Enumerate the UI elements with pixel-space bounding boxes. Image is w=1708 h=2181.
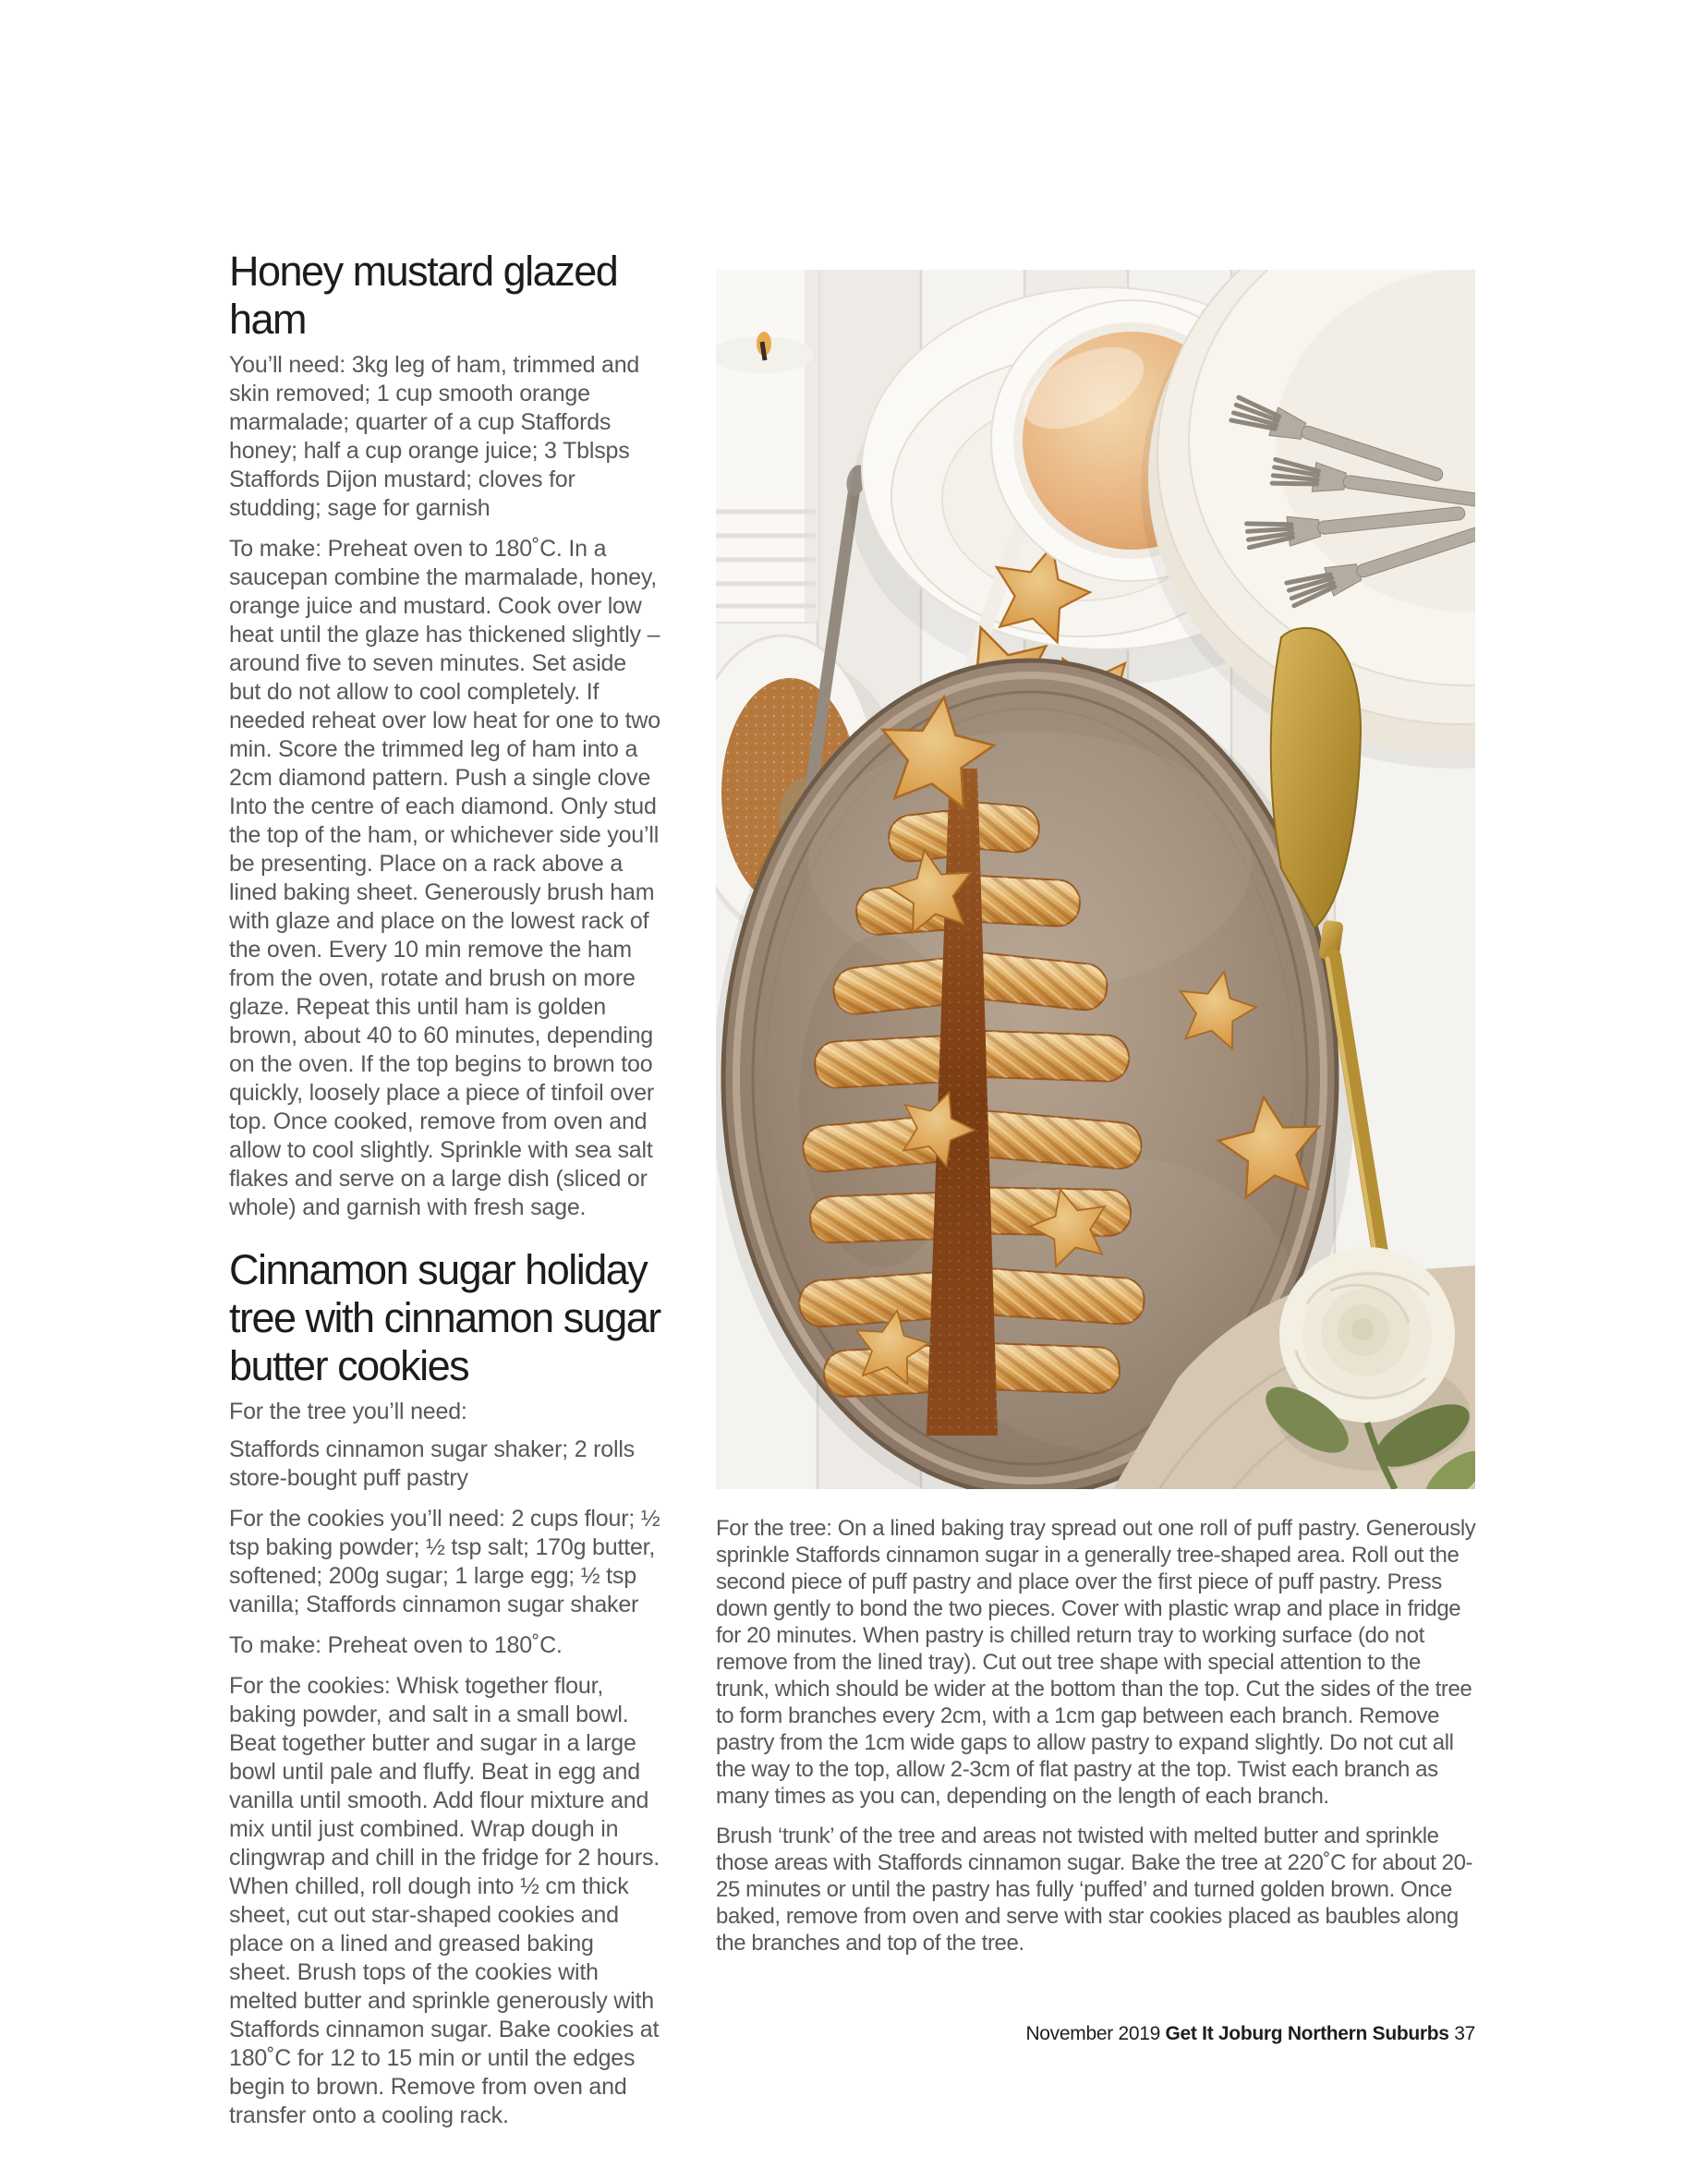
recipe-tree-method-2: Brush ‘trunk’ of the tree and areas not twisted with melted butter and sprinkle those areas with Staffords cinnamon sugar. Bake the tree at 220˚C for about 20-25 minutes or until the pastry has fully ‘puffed’ and turned golden brown. Once baked, remove from oven and serve with star cookies placed as baubles along the branches and top of the tree. (716, 1824, 1473, 1956)
right-text-column (716, 1515, 1479, 1969)
footer-publication-name: Get It Joburg Northern Suburbs (1165, 2023, 1449, 2044)
recipe-cookies-method: For the cookies: Whisk together flour, baking powder, and salt in a small bowl. Beat together butter and sugar in a large bowl until pale and fluffy. Beat in egg and vanilla until smooth. Add flour mixture and mix until just combined. Wrap dough in clingwrap and chill in the fridge for 2 hours. When chilled, roll dough into ½ cm thick sheet, cut out star-shaped cookies and place on a lined and greased baking sheet. Brush tops of the cookies with melted butter and sprinkle generously with Staffords cinnamon sugar. Bake cookies at 180˚C for 12 to 15 min or until the edges begin to brown. Remove from oven and transfer onto a cooling rack. (229, 1673, 660, 2128)
footer-page-number: 37 (1454, 2023, 1475, 2044)
footer-issue-date: November 2019 (1025, 2023, 1160, 2044)
left-text-column (229, 248, 661, 2142)
recipe-tree-make: To make: Preheat oven to 180˚C. (229, 1632, 563, 1658)
recipe-cookies-ingredients: For the cookies you’ll need: 2 cups flour; ½ tsp baking powder; ½ tsp salt; 170g butter, softened; 200g sugar; 1 large egg; ½ tsp vanilla; Staffords cinnamon sugar shaker (229, 1506, 660, 1618)
recipe-tree-method-1: For the tree: On a lined baking tray spread out one roll of puff pastry. Generously sprinkle Staffords cinnamon sugar in a generally tree-shaped area. Roll out the second piece of puff pastry and place over the first piece of puff pastry. Press down gently to bond the two pieces. Cover with plastic wrap and place in fridge for 20 minutes. When pastry is chilled return tray to working surface (do not remove from the lined tray). Cut out tree shape with special attention to the trunk, which should be wider at the bottom than the top. Cut the sides of the tree to form branches every 2cm, with a 1cm gap between each branch. Remove pastry from the 1cm wide gaps to allow pastry to expand slightly. Do not cut all the way to the top, allow 2-3cm of flat pastry at the top. Twist each branch as many times as you can, depending on the length of each branch. (716, 1516, 1476, 1809)
recipe-tree-ingredients: Staffords cinnamon sugar shaker; 2 rolls store-bought puff pastry (229, 1436, 635, 1491)
recipe-tree-title: Cinnamon sugar holiday tree with cinnamon sugar butter cookies (229, 1246, 660, 1389)
recipe-ham-method: To make: Preheat oven to 180˚C. In a saucepan combine the marmalade, honey, orange juice and mustard. Cook over low heat until the glaze has thickened slightly – around five to seven minutes. Set aside but do not allow to cool completely. If needed reheat over low heat for one to two min. Score the trimmed leg of ham into a 2cm diamond pattern. Push a single clove Into the centre of each diamond. Only stud the top of the ham, or whichever side you’ll be presenting. Place on a rack above a lined baking sheet. Generously brush ham with glaze and place on the lowest rack of the oven. Every 10 min remove the ham from the oven, rotate and brush on more glaze. Repeat this until ham is golden brown, about 40 to 60 minutes, depending on the oven. If the top begins to brown too quickly, loosely place a piece of tinfoil over top. Once cooked, remove from oven and allow to cool slightly. Sprinkle with sea salt flakes and serve on a large dish (sliced or whole) and garnish with fresh sage. (229, 536, 660, 1220)
recipe-photo (716, 270, 1475, 1489)
page-footer (1025, 2023, 1475, 2045)
recipe-ham-title: Honey mustard glazed ham (229, 248, 618, 343)
recipe-tree-need-heading: For the tree you’ll need: (229, 1399, 467, 1424)
candle (716, 270, 819, 623)
recipe-ham-ingredients: You’ll need: 3kg leg of ham, trimmed and skin removed; 1 cup smooth orange marmalade; quarter of a cup Staffords honey; half a cup orange juice; 3 Tblsps Staffords Dijon mustard; cloves for studding; sage for garnish (229, 352, 640, 521)
